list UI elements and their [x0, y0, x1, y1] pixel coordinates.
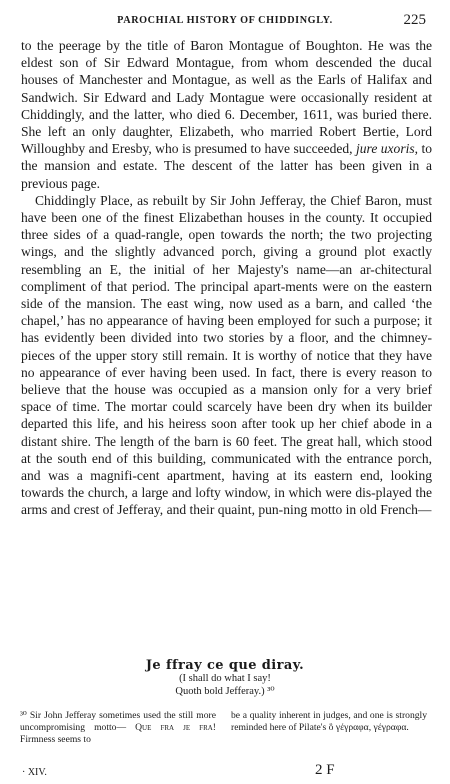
text-line: descended the ducal houses of Manchester and Montague, as: [21, 55, 433, 88]
text-line: played the arms and crest of Jefferay, and their quaint, pun-: [21, 485, 433, 518]
text-line: The great hall, which stood at the south end of this building,: [21, 433, 432, 466]
text-line: houses in the county. It occupied three sides of a quad-: [21, 210, 432, 243]
footnote-text: Firmness seems to: [20, 734, 91, 745]
footnote-text: Sir John Jefferay sometimes used the still more uncompromising motto—: [20, 710, 216, 733]
motto-translation-line-2: Quoth bold Jefferay.) ³⁰: [175, 685, 275, 697]
text-line: and the slightly advanced porch, giving a ground plot exactly: [64, 244, 432, 260]
motto-blackletter: Je ffray ce que diray.: [145, 658, 305, 673]
text-line: appearance of having been employed for such a purpose; it has: [21, 313, 432, 346]
text-line: wing, now used as a barn, and called ‘the chapel,’ has no: [21, 296, 432, 329]
text-line: well as the Earls of Halifax and Sandwich. Sir Edward: [21, 72, 433, 105]
motto-small-caps: Que fra je fra!: [135, 722, 216, 733]
text-line: , to the mansion and estate. The: [21, 141, 433, 174]
text-line: departed this life, and his heiress soon after took up her chief: [21, 416, 369, 432]
motto-block: [0, 658, 450, 698]
text-line: Chiddingly Place, as rebuilt by Sir John Jefferay, the: [35, 192, 327, 208]
running-title: PAROCHIAL HISTORY OF CHIDDINGLY.: [117, 15, 333, 26]
motto-translation-line-1: (I shall do what I say!: [179, 673, 271, 684]
page-number: 225: [403, 12, 426, 28]
running-header: [22, 13, 428, 29]
text-line: He was the eldest son of Sir Edward Montague, from whom: [21, 38, 432, 71]
text-line: chimney-pieces of the upper story still remain. It is worthy of: [21, 330, 432, 363]
text-line: chitectural compliment of that period. The principal apart-: [21, 261, 432, 294]
text-line: succeeded,: [293, 141, 357, 157]
text-line: The mortar could scarcely have been dry when its builder: [104, 399, 432, 415]
text-line: Bertie, Lord Willoughby and Eresby, who is presumed to have: [21, 124, 432, 157]
volume-mark: · XIV.: [22, 767, 47, 778]
sheet-signature: 2 F: [315, 762, 335, 778]
text-line: the church, a large and lofty window, in which were dis-: [67, 485, 376, 501]
body-text: [21, 37, 432, 519]
text-line: resembling an E, the initial of her Majesty's name—an ar-: [21, 261, 375, 277]
text-line: evidently been divided into two stories by a floor, and the: [44, 330, 376, 346]
paragraph-2: [21, 192, 432, 519]
text-line: rangle, open towards the north; the two projecting wings,: [21, 227, 432, 260]
paragraph-1: [21, 37, 432, 192]
text-line: descent of the latter has been given in a previous page.: [21, 158, 433, 191]
text-line: communicated with the entrance porch, and was a magnifi-: [21, 450, 432, 484]
footnote-marker: ³⁰: [20, 710, 27, 721]
text-line: ning motto in old French—: [283, 502, 432, 518]
text-line: to the peerage by the title of Baron Montague of Boughton.: [21, 38, 363, 53]
text-line: occupied as a mansion only for a very brief space of time.: [21, 382, 432, 415]
text-line: ments were on the eastern side of the mansion. The east: [21, 278, 432, 312]
footnote-column-right: be a quality inherent in judges, and one is strongly reminded here of Pilate's ὃ γέγραφα, γέγραφα.: [231, 710, 427, 733]
text-line: In fact, there is every reason to believe that the house was: [21, 364, 433, 398]
text-line: Chief Baron, must have been one of the finest Elizabethan: [21, 192, 433, 226]
text-line: and Lady Montague were occasionally resident at Chiddingly,: [21, 89, 432, 122]
italic-phrase: jure uxoris: [356, 141, 415, 157]
text-line: She left an only daughter, Elizabeth, who married Robert: [21, 124, 356, 140]
text-line: cent apartment, having at its eastern end, looking towards: [21, 468, 432, 501]
footnote-column-left: [20, 710, 216, 746]
text-line: and the latter, who died 6. December, 1611, was buried there.: [88, 106, 432, 122]
text-line: notice that they have no appearance of ever having been used.: [21, 347, 432, 380]
text-line: abode in a distant shire. The length of the barn is 60 feet.: [21, 416, 432, 449]
